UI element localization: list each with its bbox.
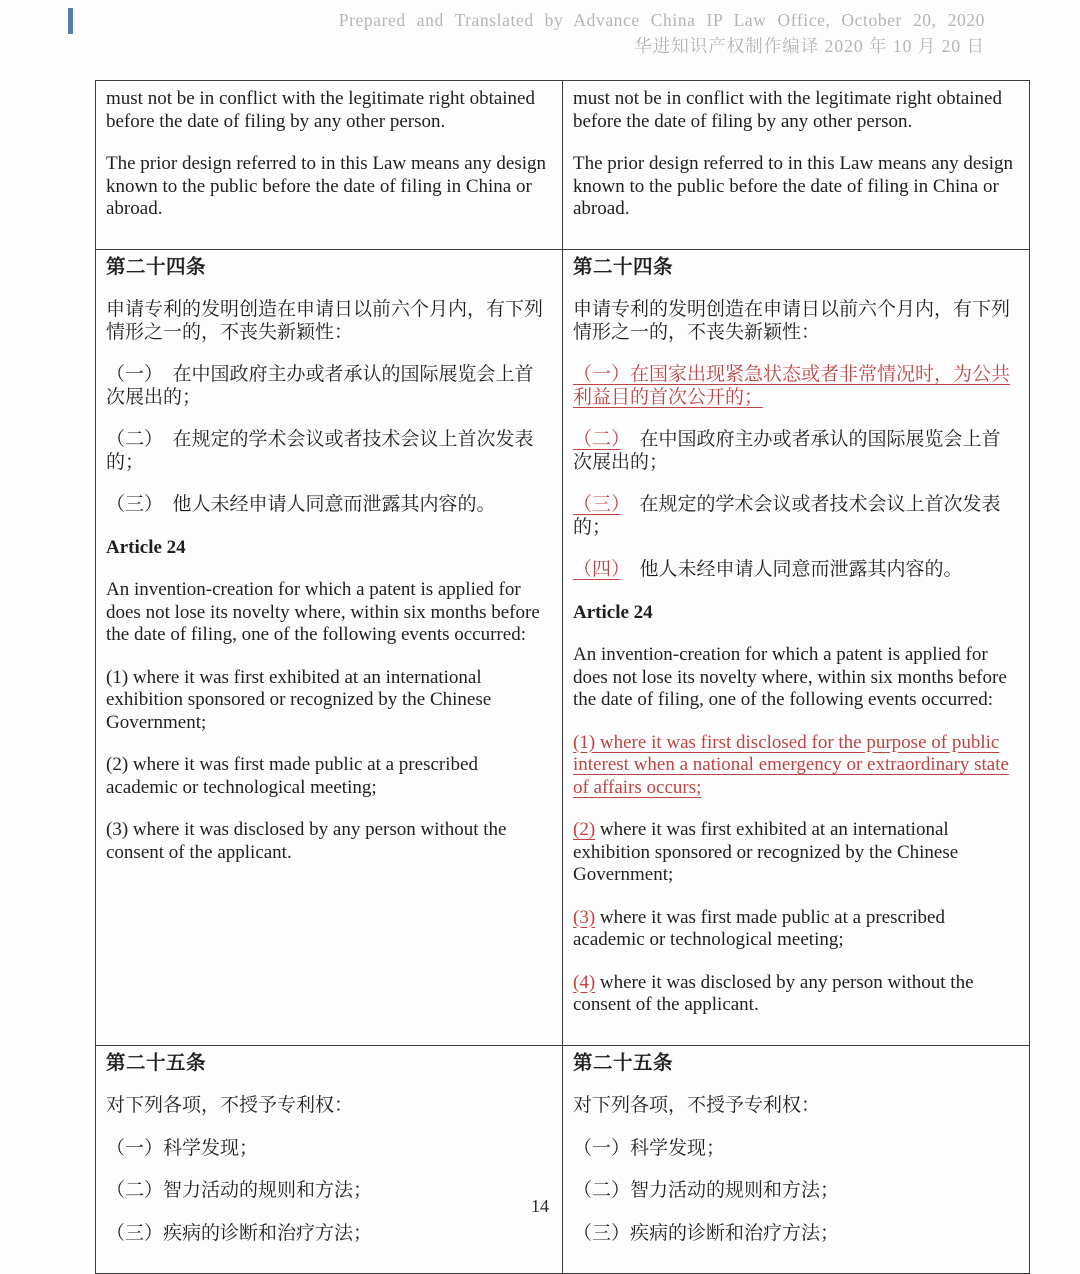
list-item: （一）科学发现；	[573, 1137, 726, 1159]
list-item: （一）科学发现；	[106, 1137, 259, 1159]
paragraph: An invention-creation for which a patent is applied for does not lose its novelty where, within six months before the date of filing, one of the following events occurred:	[106, 579, 540, 645]
list-item	[573, 972, 1017, 1017]
paragraph: must not be in conflict with the legitimate right obtained before the date of filing by any other person.	[573, 88, 1002, 132]
amended-list-item: （一）在国家出现紧急状态或者非常情况时，为公共利益目的首次公开的；	[573, 364, 1011, 408]
paragraph: 申请专利的发明创造在申请日以前六个月内，有下列情形之一的，不丧失新颖性：	[106, 299, 544, 343]
amended-item-number: （四）	[573, 559, 621, 580]
list-item: (3) where it was disclosed by any person without the consent of the applicant.	[106, 819, 507, 863]
list-item: （二）智力活动的规则和方法；	[106, 1180, 373, 1201]
header-line-chinese: 华进知识产权制作编译 2020 年 10 月 20 日	[634, 36, 985, 57]
list-item	[573, 559, 1017, 582]
cell-old-law-article25	[96, 1045, 563, 1274]
list-item	[573, 494, 1017, 539]
cell-new-law-article23-continuation	[563, 81, 1030, 250]
amended-item-number: (2)	[573, 819, 596, 840]
list-item-text: where it was first made public at a prescribed academic or technological meeting;	[573, 906, 945, 950]
list-item: (2) where it was first made public at a prescribed academic or technological meeting;	[106, 754, 478, 798]
paragraph: 申请专利的发明创造在申请日以前六个月内，有下列情形之一的，不丧失新颖性：	[573, 299, 1011, 343]
list-item-text: 在中国政府主办或者承认的国际展览会上首次展出的；	[573, 429, 1001, 473]
paragraph: must not be in conflict with the legitimate right obtained before the date of filing by any other person.	[106, 88, 535, 132]
article-heading-zh: 第二十五条	[573, 1052, 674, 1074]
blue-margin-bar	[68, 8, 73, 34]
list-item	[573, 907, 1017, 952]
list-item-text: where it was disclosed by any person without the consent of the applicant.	[573, 971, 974, 1015]
amended-item-number: （二）	[573, 429, 621, 450]
list-item-text: 他人未经申请人同意而泄露其内容的。	[620, 559, 963, 580]
header-line-english: Prepared and Translated by Advance China IP Law Office, October 20, 2020	[338, 10, 985, 30]
paragraph: 对下列各项，不授予专利权：	[106, 1095, 354, 1116]
cell-old-law-article23-continuation	[96, 81, 563, 250]
page-number: 14	[531, 1196, 549, 1216]
paragraph: The prior design referred to in this Law means any design known to the public before the date of filing in China or abroad.	[106, 153, 547, 219]
article-heading-zh: 第二十四条	[573, 256, 674, 278]
table-row-article24	[96, 249, 1030, 1045]
amended-item-number: (4)	[573, 971, 596, 993]
list-item: （一） 在中国政府主办或者承认的国际展览会上首次展出的；	[106, 364, 534, 408]
amended-list-item: (1) where it was first disclosed for the purpose of public interest when a national emergency or extraordinary state of affairs occurs;	[573, 731, 1009, 798]
list-item: （二） 在规定的学术会议或者技术会议上首次发表的；	[106, 429, 534, 473]
cell-new-law-article25	[563, 1045, 1030, 1274]
paragraph: An invention-creation for which a patent is applied for does not lose its novelty where, within six months before the date of filing, one of the following events occurred:	[573, 644, 1007, 710]
amended-item-number: (3)	[573, 906, 596, 928]
list-item: (1) where it was first exhibited at an international exhibition sponsored or recognized by the Chinese Government;	[106, 666, 492, 733]
list-item: （三）疾病的诊断和治疗方法；	[106, 1222, 373, 1244]
list-item	[573, 429, 1017, 474]
table-row-article25	[96, 1045, 1030, 1274]
list-item: （二）智力活动的规则和方法；	[573, 1180, 840, 1201]
paragraph: 对下列各项，不授予专利权：	[573, 1095, 821, 1116]
paragraph: The prior design referred to in this Law means any design known to the public before the date of filing in China or abroad.	[573, 153, 1014, 219]
list-item-text: 在规定的学术会议或者技术会议上首次发表的；	[573, 494, 1001, 538]
cell-new-law-article24	[563, 249, 1030, 1045]
article-heading-zh: 第二十五条	[106, 1052, 207, 1074]
cell-old-law-article24	[96, 249, 563, 1045]
amended-item-number: （三）	[573, 494, 621, 515]
list-item-text: where it was first exhibited at an international exhibition sponsored or recognized by the Chinese Government;	[573, 819, 959, 885]
law-comparison-table	[95, 80, 1030, 1274]
article-heading-en: Article 24	[106, 536, 186, 558]
article-heading-en: Article 24	[573, 601, 653, 623]
list-item	[573, 819, 1017, 887]
list-item: （三）疾病的诊断和治疗方法；	[573, 1222, 840, 1244]
list-item: （三） 他人未经申请人同意而泄露其内容的。	[106, 494, 496, 515]
page-header	[225, 7, 985, 60]
table-row-article23-continuation	[96, 81, 1030, 250]
article-heading-zh: 第二十四条	[106, 256, 207, 278]
